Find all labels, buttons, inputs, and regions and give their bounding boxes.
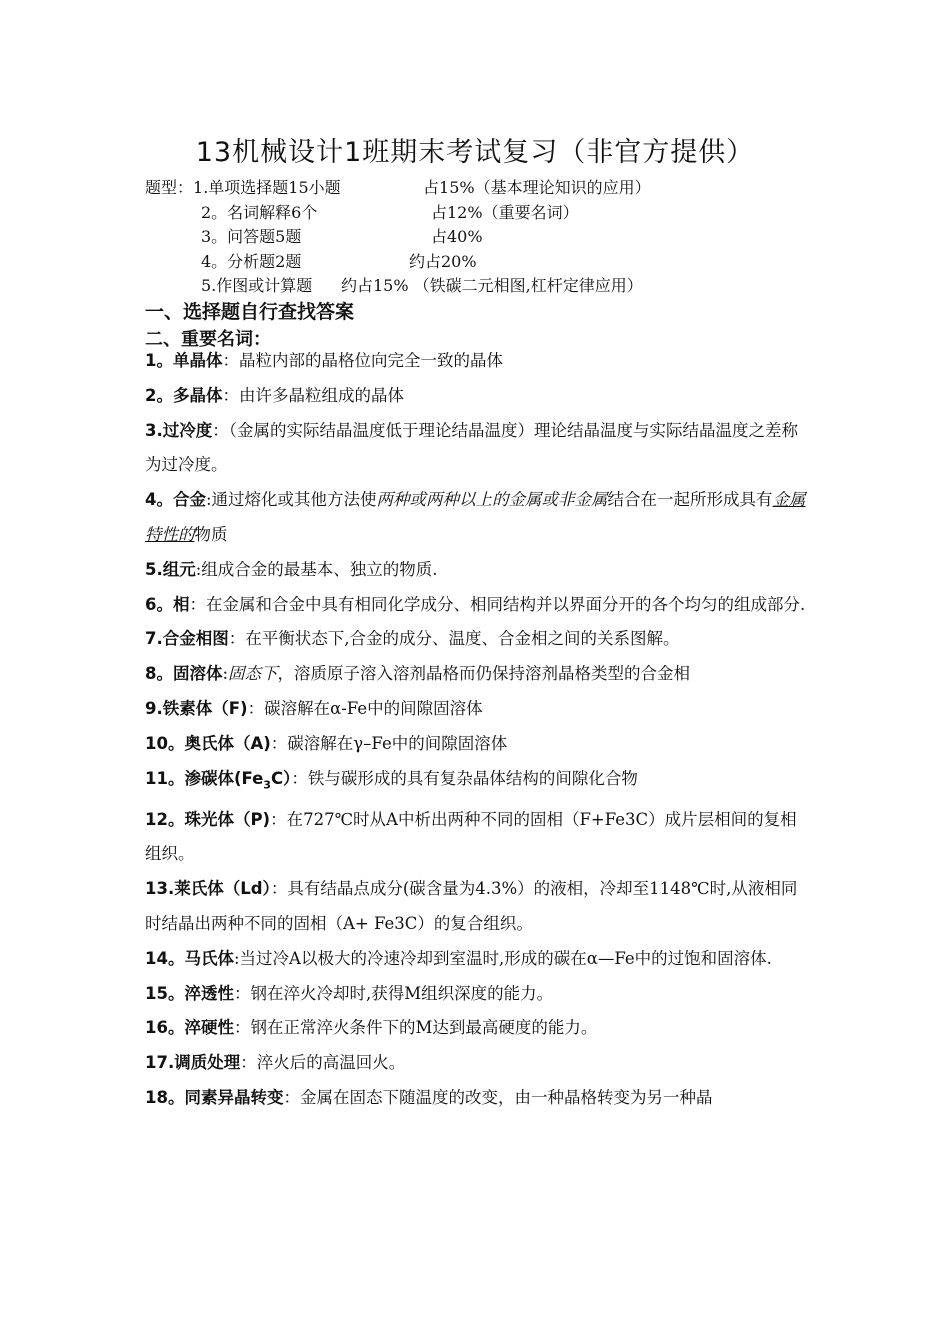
section-heading-terms: 二、重要名词： [145, 329, 271, 350]
question-type-name: 3。问答题5题 [201, 227, 302, 246]
term-head: 18。同素异晶转变 [145, 1088, 284, 1108]
term-definition: : [222, 664, 229, 684]
question-type-row [145, 274, 651, 299]
term-head: 4。合金 [145, 490, 206, 510]
section-heading-choice: 一、选择题自行查找答案 [145, 301, 355, 323]
question-type-share: 约占15% （铁碳二元相图,杠杆定律应用） [341, 276, 643, 295]
term-emphasis: 两种或两种以上的金属或非金属 [376, 490, 608, 510]
term-head: 3.过冷度 [145, 420, 213, 440]
term-item [145, 727, 810, 762]
term-item [145, 553, 810, 588]
term-head [145, 768, 292, 791]
term-item [145, 414, 810, 484]
term-item [145, 483, 810, 553]
term-definition: ：晶粒内部的晶格位向完全一致的晶体 [222, 351, 503, 370]
term-head: 12。珠光体（P) [145, 809, 271, 829]
term-item [145, 379, 810, 414]
term-item [145, 1011, 810, 1046]
term-definition: 物质 [194, 524, 228, 544]
term-item [145, 692, 810, 727]
term-head: 7.合金相图 [145, 629, 229, 649]
term-list [145, 344, 810, 1116]
term-item [145, 977, 810, 1012]
term-head: 2。多晶体 [145, 385, 223, 405]
term-definition: ：金属在固态下随温度的改变，由一种晶格转变为另一种晶 [283, 1088, 713, 1108]
term-head: 17.调质处理 [145, 1053, 241, 1073]
document-title: 13机械设计1班期末考试复习（非官方提供） [195, 137, 755, 168]
term-item [145, 942, 810, 977]
term-definition: ：具有结晶点成分(碳含量为4.3%）的液相，冷却至1148℃时,从液相同时结晶出两种不同的固相（A+ Fe3C）的复合组织。 [145, 879, 798, 934]
term-definition: ：在727℃时从A中析出两种不同的固相（F+Fe3C）成片层相间的复相组织。 [145, 809, 797, 864]
term-definition: ，溶质原子溶入溶剂晶格而仍保持溶剂晶格类型的合金相 [277, 664, 691, 684]
term-item [145, 803, 810, 873]
term-head: 6。相 [145, 594, 190, 614]
term-emphasis: 固态下 [228, 664, 278, 684]
question-types-label: 题型： [145, 178, 194, 197]
term-emphasis-underlined: 金属特性的 [145, 490, 806, 544]
term-head: 15。淬透性 [145, 983, 234, 1003]
term-head: 9.铁素体（F) [145, 698, 248, 718]
term-definition: ：在金属和合金中具有相同化学成分、相同结构并以界面分开的各个均匀的组成部分. [189, 594, 806, 614]
question-type-name: 1.单项选择题15小题 [193, 178, 341, 197]
question-type-row [145, 201, 651, 226]
term-definition: ：碳溶解在α-Fe中的间隙固溶体 [247, 698, 483, 718]
question-type-share: 占12%（重要名词） [431, 202, 579, 222]
question-type-name: 2。名词解释6个 [201, 202, 318, 222]
question-type-row [145, 250, 651, 275]
term-definition: :组成合金的最基本、独立的物质. [195, 559, 438, 579]
term-head: 8。固溶体 [145, 664, 223, 684]
question-type-row [145, 176, 651, 201]
term-item [145, 762, 810, 803]
term-head-subscript: 3 [263, 777, 271, 791]
term-definition: ：在平衡状态下,合金的成分、温度、合金相之间的关系图解。 [228, 629, 680, 649]
term-definition: ：铁与碳形成的具有复杂晶体结构的间隙化合物 [291, 768, 638, 788]
term-head-part: 11。渗碳体(Fe [145, 768, 264, 788]
term-head: 13.莱氏体（Ld） [145, 879, 271, 899]
term-definition: :当过冷A以极大的冷速冷却到室温时,形成的碳在α—Fe中的过饱和固溶体. [233, 948, 772, 968]
term-definition: 结合在一起所形成具有 [607, 490, 773, 510]
question-type-share: 占40% [431, 227, 483, 246]
term-definition: ：碳溶解在γ–Fe中的间隙固溶体 [270, 733, 508, 753]
question-type-name: 5.作图或计算题 [201, 276, 313, 295]
term-definition: ：由许多晶粒组成的晶体 [222, 385, 404, 405]
question-types [145, 176, 651, 299]
term-item [145, 1081, 810, 1116]
question-type-share: 占15%（基本理论知识的应用） [423, 178, 651, 197]
term-head: 16。淬硬性 [145, 1018, 234, 1038]
term-item [145, 622, 810, 657]
term-item [145, 872, 810, 942]
term-head: 1。单晶体 [145, 351, 223, 370]
term-item [145, 657, 810, 692]
question-type-row [145, 225, 651, 250]
term-item [145, 588, 810, 623]
term-definition: ：钢在正常淬火条件下的M达到最高硬度的能力。 [233, 1018, 598, 1038]
term-head-part: C） [270, 768, 292, 788]
term-item [145, 1046, 810, 1081]
term-head: 10。奥氏体（A) [145, 733, 271, 753]
term-definition: ：钢在淬火冷却时,获得M组织深度的能力。 [233, 983, 554, 1003]
term-head: 5.组元 [145, 559, 196, 579]
term-head: 14。马氏体 [145, 948, 234, 968]
question-type-name: 4。分析题2题 [201, 251, 302, 271]
term-definition: ：（金属的实际结晶温度低于理论结晶温度）理论结晶温度与实际结晶温度之差称为过冷度。 [145, 420, 798, 475]
term-definition: :通过熔化或其他方法使 [205, 490, 377, 510]
term-item [145, 344, 810, 379]
question-type-share: 约占20% [409, 251, 477, 271]
term-definition: ：淬火后的高温回火。 [240, 1053, 406, 1073]
